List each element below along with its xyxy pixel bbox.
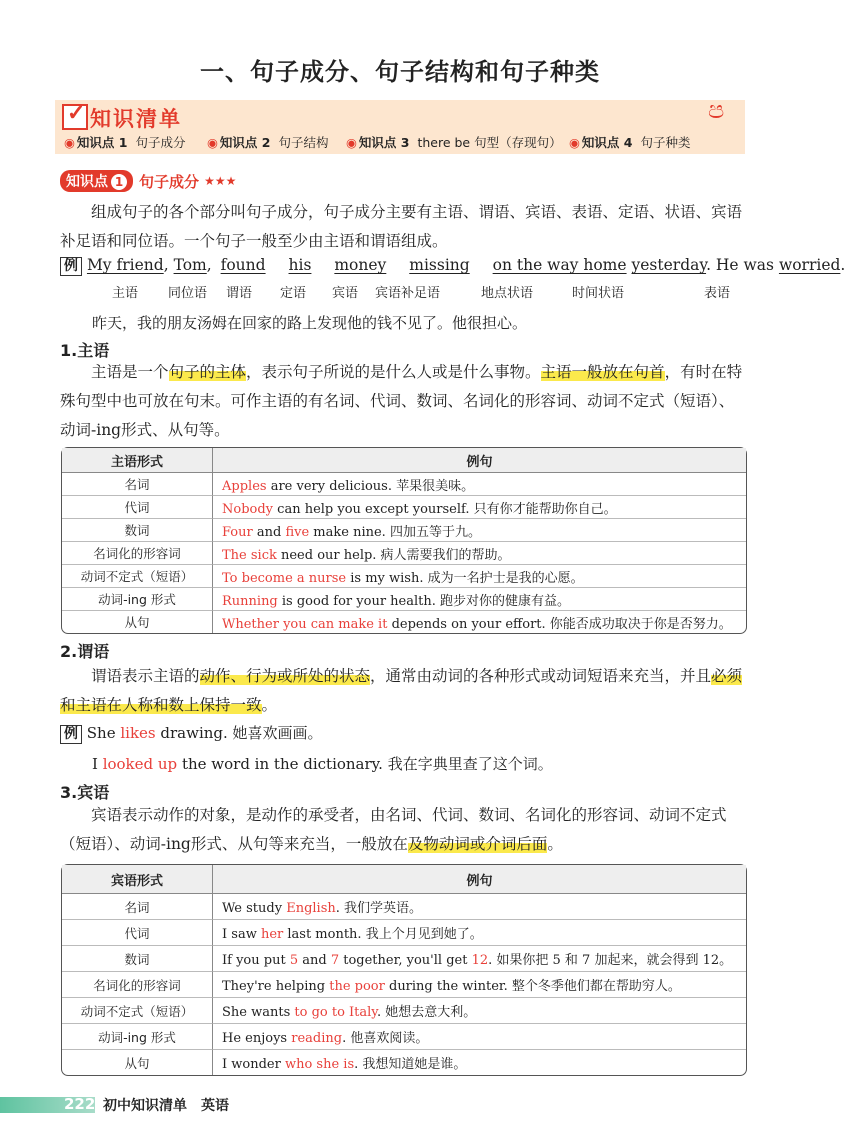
subject-forms-table: [61, 447, 747, 634]
predicate-example-2: I looked up the word in the dictionary. 我在字典里查了这个词。: [92, 755, 553, 773]
table-row: 从句 I wonder who she is. 我想知道她是谁。: [62, 1049, 746, 1075]
section-heading-predicate: 2.谓语: [60, 642, 110, 661]
table-row: 动词-ing 形式 Running is good for your health. 跑步对你的健康有益。: [62, 587, 746, 610]
table-header: 例句: [213, 448, 746, 473]
table-row: 数词 If you put 5 and 7 together, you'll get 12. 如果你把 5 和 7 加起来，就会得到 12。: [62, 945, 746, 971]
subject-paragraph: 主语是一个句子的主体，表示句子所说的是什么人或是什么事物。主语一般放在句首，有时在特殊句型中也可放在句末。可作主语的有名词、代词、数词、名词化的形容词、动词不定式（短语）、动词-ing形式、从句等。: [60, 363, 743, 439]
bullet-icon: ◉: [346, 135, 357, 150]
bullet-icon: ◉: [569, 135, 580, 150]
page-title: 一、句子成分、句子结构和句子种类: [200, 58, 600, 86]
table-row: 代词 I saw her last month. 我上个月见到她了。: [62, 919, 746, 945]
banner-title: 知识清单: [90, 107, 182, 131]
page-number: 222: [64, 1095, 96, 1113]
table-row: 从句 Whether you can make it depends on your effort. 你能否成功取决于你是否努力。: [62, 610, 746, 633]
object-paragraph: 宾语表示动作的对象，是动作的承受者，由名词、代词、数词、名词化的形容词、动词不定式（短语）、动词-ing形式、从句等来充当，一般放在及物动词或介词后面。: [60, 806, 727, 853]
swirl-icon: ප: [708, 96, 725, 124]
knowledge-point-link[interactable]: ◉ 知识点 3 there be 句型（存现句）: [346, 135, 562, 150]
table-row: 名词 We study English. 我们学英语。: [62, 894, 746, 919]
example-tag: 例: [60, 257, 82, 276]
table-header: 主语形式: [62, 448, 213, 473]
knowledge-point-heading: 知识点 1 句子成分 ★★★: [60, 170, 236, 192]
star-rating-icon: ★★★: [204, 174, 237, 188]
table-header: 例句: [213, 865, 746, 894]
table-row: 动词不定式（短语） She wants to go to Italy. 她想去意大利。: [62, 997, 746, 1023]
table-row: 动词-ing 形式 He enjoys reading. 他喜欢阅读。: [62, 1023, 746, 1049]
checkmark-icon: ✓: [62, 104, 88, 130]
table-row: 代词 Nobody can help you except yourself. 只有你才能帮助你自己。: [62, 495, 746, 518]
bullet-icon: ◉: [64, 135, 75, 150]
sentence-component-labels: 主语 同位语 谓语 定语 宾语 宾语补足语 地点状语 时间状语 表语: [112, 286, 731, 301]
example-tag: 例: [60, 725, 82, 744]
table-row: 名词 Apples are very delicious. 苹果很美味。: [62, 473, 746, 495]
section-heading-subject: 1.主语: [60, 341, 110, 360]
table-row: 数词 Four and five make nine. 四加五等于九。: [62, 518, 746, 541]
table-header: 宾语形式: [62, 865, 213, 894]
section-heading-object: 3.宾语: [60, 783, 110, 802]
predicate-example-1: 例 She likes drawing. 她喜欢画画。: [60, 722, 323, 744]
knowledge-point-link[interactable]: ◉ 知识点 4 句子种类: [569, 135, 691, 150]
bullet-icon: ◉: [207, 135, 218, 150]
predicate-paragraph: 谓语表示主语的动作、行为或所处的状态，通常由动词的各种形式或动词短语来充当，并且必须和主语在人称和数上保持一致。: [60, 667, 743, 714]
footer-title: 初中知识清单 英语: [103, 1098, 229, 1114]
knowledge-point-link[interactable]: ◉ 知识点 2 句子结构: [207, 135, 329, 150]
example-sentence: 例 My friend, Tom, found his money missing on the way home yesterday. He was worried.: [60, 256, 845, 276]
knowledge-point-badge: 知识点 1: [60, 170, 133, 192]
example-translation: 昨天，我的朋友汤姆在回家的路上发现他的钱不见了。他很担心。: [92, 314, 528, 332]
table-row: 名词化的形容词 The sick need our help. 病人需要我们的帮助。: [62, 541, 746, 564]
object-forms-table: [61, 864, 747, 1076]
table-row: 名词化的形容词 They're helping the poor during the winter. 整个冬季他们都在帮助穷人。: [62, 971, 746, 997]
intro-paragraph: 组成句子的各个部分叫句子成分，句子成分主要有主语、谓语、宾语、表语、定语、状语、宾语补足语和同位语。一个句子一般至少由主语和谓语组成。: [60, 203, 743, 250]
knowledge-point-link[interactable]: ◉ 知识点 1 句子成分: [64, 135, 186, 150]
table-row: 动词不定式（短语） To become a nurse is my wish. 成为一名护士是我的心愿。: [62, 564, 746, 587]
